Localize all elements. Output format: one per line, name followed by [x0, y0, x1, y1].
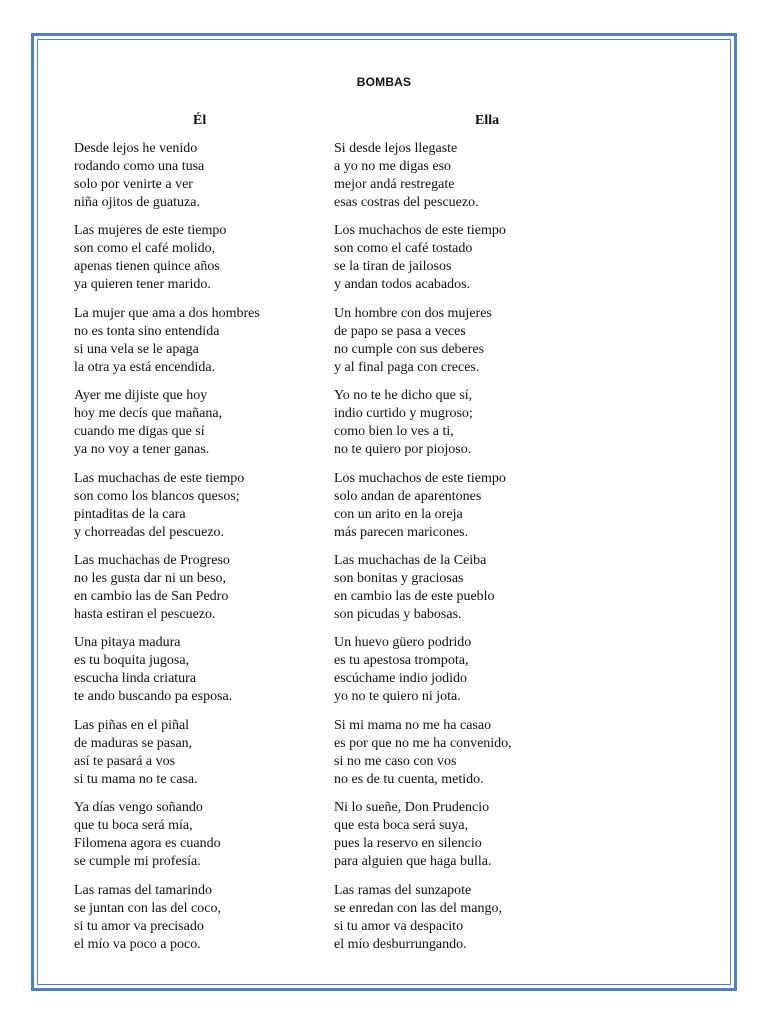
stanza	[74, 305, 332, 377]
stanza	[334, 882, 594, 954]
verse-line: si una vela se le apaga	[74, 341, 199, 357]
stanza	[74, 140, 332, 212]
verse-line: Un huevo güero podrido	[334, 635, 472, 651]
verse-line: más parecen maricones.	[334, 524, 469, 540]
verse-line: pintaditas de la cara	[74, 506, 186, 522]
verse-line: Un hombre con dos mujeres	[334, 305, 492, 321]
verse-line: si tu mama no te casa.	[74, 771, 198, 787]
verse-line: escucha linda criatura	[74, 671, 197, 687]
verse-line: en cambio las de San Pedro	[74, 588, 229, 604]
stanza	[334, 717, 594, 789]
verse-line: de papo se pasa a veces	[334, 323, 466, 339]
verse-line: si tu amor va precisado	[74, 918, 204, 934]
verse-line: no te quiero por piojoso.	[334, 442, 472, 458]
verse-line: Filomena agora es cuando	[74, 836, 221, 852]
stanza	[334, 140, 594, 212]
verse-line: es tu apestosa trompota,	[334, 653, 469, 669]
verse-line: no es de tu cuenta, metido.	[334, 771, 484, 787]
verse-line: niña ojitos de guatuza.	[74, 195, 200, 210]
stanza	[334, 222, 594, 294]
document-title: BOMBAS	[356, 75, 412, 89]
verse-line: se juntan con las del coco,	[74, 900, 221, 916]
verse-line: es tu boquita jugosa,	[74, 653, 190, 669]
verse-line: apenas tienen quince años	[74, 259, 220, 275]
verse-line: solo andan de aparentones	[334, 488, 482, 504]
verse-line: La mujer que ama a dos hombres	[74, 305, 260, 321]
verse-line: el mío desburrungando.	[334, 936, 467, 952]
poem-column-el	[74, 140, 332, 964]
verse-line: con un arito en la oreja	[334, 506, 463, 522]
verse-line: Ya días vengo soñando	[74, 800, 203, 816]
stanza	[334, 799, 594, 871]
poem-column-ella	[334, 140, 594, 964]
verse-line: son como el café molido,	[74, 241, 216, 257]
verse-line: no cumple con sus deberes	[334, 341, 485, 357]
verse-line: solo por venirte a ver	[74, 177, 193, 192]
verse-line: Las ramas del tamarindo	[74, 882, 213, 898]
verse-line: Las mujeres de este tiempo	[74, 223, 227, 239]
verse-line: yo no te quiero ni jota.	[334, 689, 461, 705]
stanza	[334, 470, 594, 542]
verse-line: es por que no me ha convenido,	[334, 735, 512, 751]
verse-line: hasta estiran el pescuezo.	[74, 606, 216, 622]
verse-line: Si mi mama no me ha casao	[334, 717, 492, 733]
stanza	[74, 882, 332, 954]
verse-line: en cambio las de este pueblo	[334, 588, 495, 604]
verse-line: que esta boca será suya,	[334, 818, 469, 834]
verse-line: escúchame indio jodido	[334, 671, 467, 687]
verse-line: se la tiran de jailosos	[334, 259, 452, 275]
stanza	[334, 387, 594, 459]
verse-line: y chorreadas del pescuezo.	[74, 524, 225, 540]
stanza	[74, 387, 332, 459]
stanza	[74, 470, 332, 542]
verse-line: cuando me digas que sí	[74, 424, 205, 440]
verse-line: son picudas y babosas.	[334, 606, 462, 622]
verse-line: Desde lejos he venido	[74, 141, 198, 156]
verse-line: si no me caso con vos	[334, 753, 457, 769]
stanza	[74, 552, 332, 624]
verse-line: para alguien que haga bulla.	[334, 854, 492, 870]
verse-line: se cumple mi profesía.	[74, 854, 201, 870]
stanza	[74, 634, 332, 706]
verse-line: Una pitaya madura	[74, 635, 181, 651]
verse-line: Las muchachas de la Ceiba	[334, 552, 487, 568]
stanza	[334, 552, 594, 624]
verse-line: Las muchachas de este tiempo	[74, 470, 245, 486]
verse-line: son como los blancos quesos;	[74, 488, 240, 504]
verse-line: ya quieren tener marido.	[74, 277, 211, 293]
verse-line: la otra ya está encendida.	[74, 359, 216, 375]
verse-line: Las muchachas de Progreso	[74, 552, 230, 568]
column-heading-el: Él	[193, 113, 207, 128]
verse-line: el mío va poco a poco.	[74, 936, 201, 952]
verse-line: como bien lo ves a ti,	[334, 424, 454, 440]
verse-line: Ni lo sueñe, Don Prudencio	[334, 800, 490, 816]
verse-line: Las ramas del sunzapote	[334, 882, 472, 898]
verse-line: Si desde lejos llegaste	[334, 141, 458, 156]
stanza	[334, 634, 594, 706]
verse-line: Ayer me dijiste que hoy	[74, 388, 208, 404]
verse-line: son bonitas y graciosas	[334, 570, 464, 586]
verse-line: de maduras se pasan,	[74, 735, 193, 751]
verse-line: son como el café tostado	[334, 241, 473, 257]
verse-line: si tu amor va despacito	[334, 918, 464, 934]
verse-line: hoy me decís que mañana,	[74, 406, 223, 422]
verse-line: Los muchachos de este tiempo	[334, 470, 506, 486]
verse-line: no es tonta sino entendida	[74, 323, 220, 339]
verse-line: rodando como una tusa	[74, 159, 205, 174]
verse-line: que tu boca será mía,	[74, 818, 193, 834]
stanza	[74, 222, 332, 294]
verse-line: así te pasará a vos	[74, 753, 176, 769]
verse-line: y al final paga con creces.	[334, 359, 480, 375]
verse-line: a yo no me digas eso	[334, 159, 452, 174]
verse-line: indio curtido y mugroso;	[334, 406, 473, 422]
verse-line: mejor andá restregate	[334, 177, 455, 192]
verse-line: esas costras del pescuezo.	[334, 195, 479, 210]
verse-line: pues la reservo en silencio	[334, 836, 482, 852]
stanza	[74, 799, 332, 871]
verse-line: Las piñas en el piñal	[74, 717, 190, 733]
verse-line: no les gusta dar ni un beso,	[74, 570, 227, 586]
stanza	[74, 717, 332, 789]
verse-line: te ando buscando pa esposa.	[74, 689, 233, 705]
stanza	[334, 305, 594, 377]
verse-line: se enredan con las del mango,	[334, 900, 502, 916]
verse-line: y andan todos acabados.	[334, 277, 471, 293]
verse-line: ya no voy a tener ganas.	[74, 442, 210, 458]
column-heading-ella: Ella	[475, 113, 500, 128]
verse-line: Yo no te he dicho que sí,	[334, 388, 473, 404]
verse-line: Los muchachos de este tiempo	[334, 223, 506, 239]
